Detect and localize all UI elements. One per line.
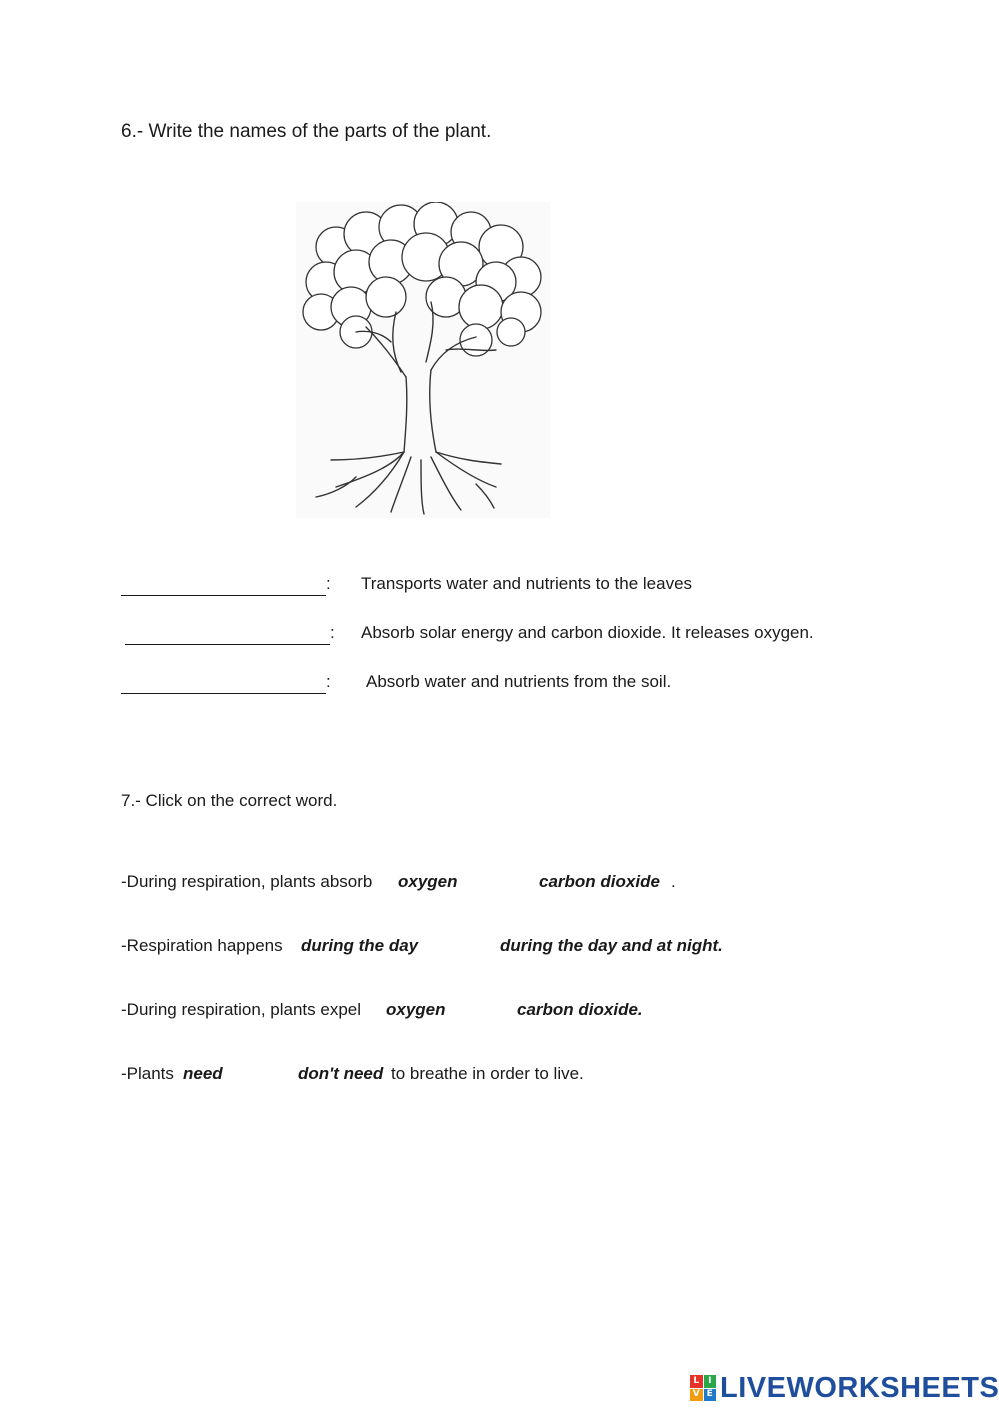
option-during-the-day[interactable]: during the day [301, 936, 419, 955]
answer-blank-2[interactable] [125, 621, 330, 645]
option-dont-need[interactable]: don't need [298, 1064, 384, 1083]
logo-letter: E [704, 1389, 717, 1402]
sentence-4 [121, 1062, 821, 1086]
sentence-3 [121, 998, 821, 1022]
description-1: Transports water and nutrients to the leaves [361, 574, 693, 593]
question-6-title: 6.- Write the names of the parts of the plant. [121, 121, 492, 142]
colon: : [330, 623, 335, 642]
answer-blank-1[interactable] [121, 572, 326, 596]
fill-row [125, 621, 885, 645]
question-7-title: 7.- Click on the correct word. [121, 791, 338, 810]
sentence-2 [121, 934, 821, 958]
fill-row [121, 572, 881, 596]
answer-blank-3[interactable] [121, 670, 326, 694]
option-carbon-dioxide[interactable]: carbon dioxide [539, 872, 660, 891]
liveworksheets-logo [690, 1370, 999, 1406]
tree-icon [296, 202, 550, 518]
sentence-prefix: -During respiration, plants expel [121, 1000, 362, 1019]
logo-letter: L [690, 1375, 703, 1388]
option-day-and-night[interactable]: during the day and at night. [500, 936, 723, 955]
sentence-prefix: -During respiration, plants absorb [121, 872, 373, 891]
sentence-suffix: . [671, 872, 676, 891]
colon: : [326, 574, 331, 593]
option-need[interactable]: need [183, 1064, 223, 1083]
option-carbon-dioxide[interactable]: carbon dioxide. [517, 1000, 643, 1019]
logo-letter: V [690, 1389, 703, 1402]
description-2: Absorb solar energy and carbon dioxide. It releases oxygen. [361, 623, 814, 642]
fill-row [121, 670, 881, 694]
option-oxygen[interactable]: oxygen [398, 872, 458, 891]
colon: : [326, 672, 331, 691]
logo-mark-icon [690, 1375, 716, 1401]
tree-image [296, 202, 550, 518]
logo-letter: I [704, 1375, 717, 1388]
sentence-prefix: -Plants [121, 1064, 174, 1083]
description-3: Absorb water and nutrients from the soil. [366, 672, 672, 691]
option-oxygen[interactable]: oxygen [386, 1000, 446, 1019]
sentence-prefix: -Respiration happens [121, 936, 283, 955]
logo-text: LIVEWORKSHEETS [720, 1371, 999, 1404]
sentence-suffix: to breathe in order to live. [391, 1064, 584, 1083]
sentence-1 [121, 870, 821, 894]
